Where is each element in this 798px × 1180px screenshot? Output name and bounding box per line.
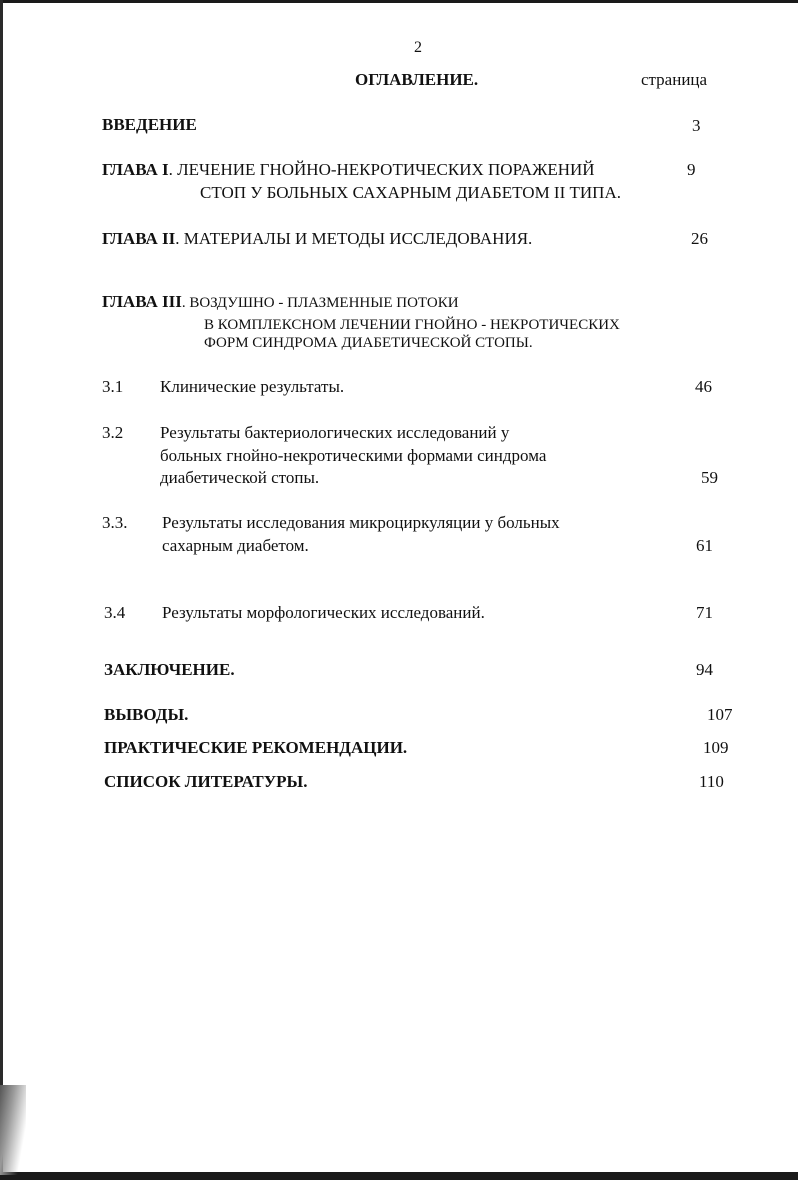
scan-corner-shadow [0,1085,26,1175]
toc-ch2-page: 26 [691,229,708,248]
toc-s33-line1: Результаты исследования микроциркуляции у больных [162,513,560,532]
toc-s32-line1: Результаты бактериологических исследований у [160,423,510,442]
toc-s33-page: 61 [696,536,713,555]
toc-ch3-title: . ВОЗДУШНО - ПЛАЗМЕННЫЕ ПОТОКИ [181,295,459,311]
toc-s33-line2: сахарным диабетом. [162,536,309,555]
toc-s31-title: Клинические результаты. [160,377,345,396]
toc-s34-num: 3.4 [104,603,126,622]
toc-ch3-line2: В КОМПЛЕКСНОМ ЛЕЧЕНИИ ГНОЙНО - НЕКРОТИЧЕСКИХ [204,317,620,333]
toc-intro-label: ВВЕДЕНИЕ [102,115,197,134]
toc-references-page: 110 [699,772,724,791]
toc-ch1-line1 [102,160,595,180]
scan-border-top [0,0,798,3]
toc-s32-page: 59 [701,468,718,487]
toc-s34-page: 71 [696,603,713,622]
toc-ch1-line2: СТОП У БОЛЬНЫХ САХАРНЫМ ДИАБЕТОМ II ТИПА. [200,183,621,202]
page-column-header: страница [641,70,708,89]
toc-ch3-prefix: ГЛАВА III [102,292,182,311]
toc-ch1-prefix: ГЛАВА I [102,160,169,179]
toc-intro-page: 3 [692,116,701,135]
toc-ch2-title: . МАТЕРИАЛЫ И МЕТОДЫ ИССЛЕДОВАНИЯ. [175,229,533,248]
toc-s32-num: 3.2 [102,423,124,442]
scan-border-bottom [0,1172,798,1180]
toc-s34-title: Результаты морфологических исследований. [162,603,485,622]
toc-findings-page: 107 [707,705,733,724]
toc-ch1-page: 9 [687,160,696,179]
toc-s31-num: 3.1 [102,377,124,396]
toc-s31-page: 46 [695,377,712,396]
toc-s32-line3: диабетической стопы. [160,468,320,487]
toc-s32-line2: больных гнойно-некротическими формами синдрома [160,446,547,465]
toc-ch1-title: . ЛЕЧЕНИЕ ГНОЙНО-НЕКРОТИЧЕСКИХ ПОРАЖЕНИЙ [168,160,595,179]
page-number: 2 [414,39,422,56]
toc-findings-label: ВЫВОДЫ. [104,705,189,724]
toc-recommendations-label: ПРАКТИЧЕСКИЕ РЕКОМЕНДАЦИИ. [104,738,408,757]
toc-references-label: СПИСОК ЛИТЕРАТУРЫ. [104,772,308,791]
toc-title: ОГЛАВЛЕНИЕ. [355,70,479,89]
toc-conclusion-label: ЗАКЛЮЧЕНИЕ. [104,660,235,679]
toc-s33-num: 3.3. [102,513,128,532]
toc-ch3-line3: ФОРМ СИНДРОМА ДИАБЕТИЧЕСКОЙ СТОПЫ. [204,335,533,351]
toc-recommendations-page: 109 [703,738,729,757]
scan-border-left [0,0,3,1180]
toc-ch2-prefix: ГЛАВА II [102,229,176,248]
toc-ch2-line1 [102,229,532,249]
toc-conclusion-page: 94 [696,660,713,679]
toc-ch3-line1 [102,292,459,313]
